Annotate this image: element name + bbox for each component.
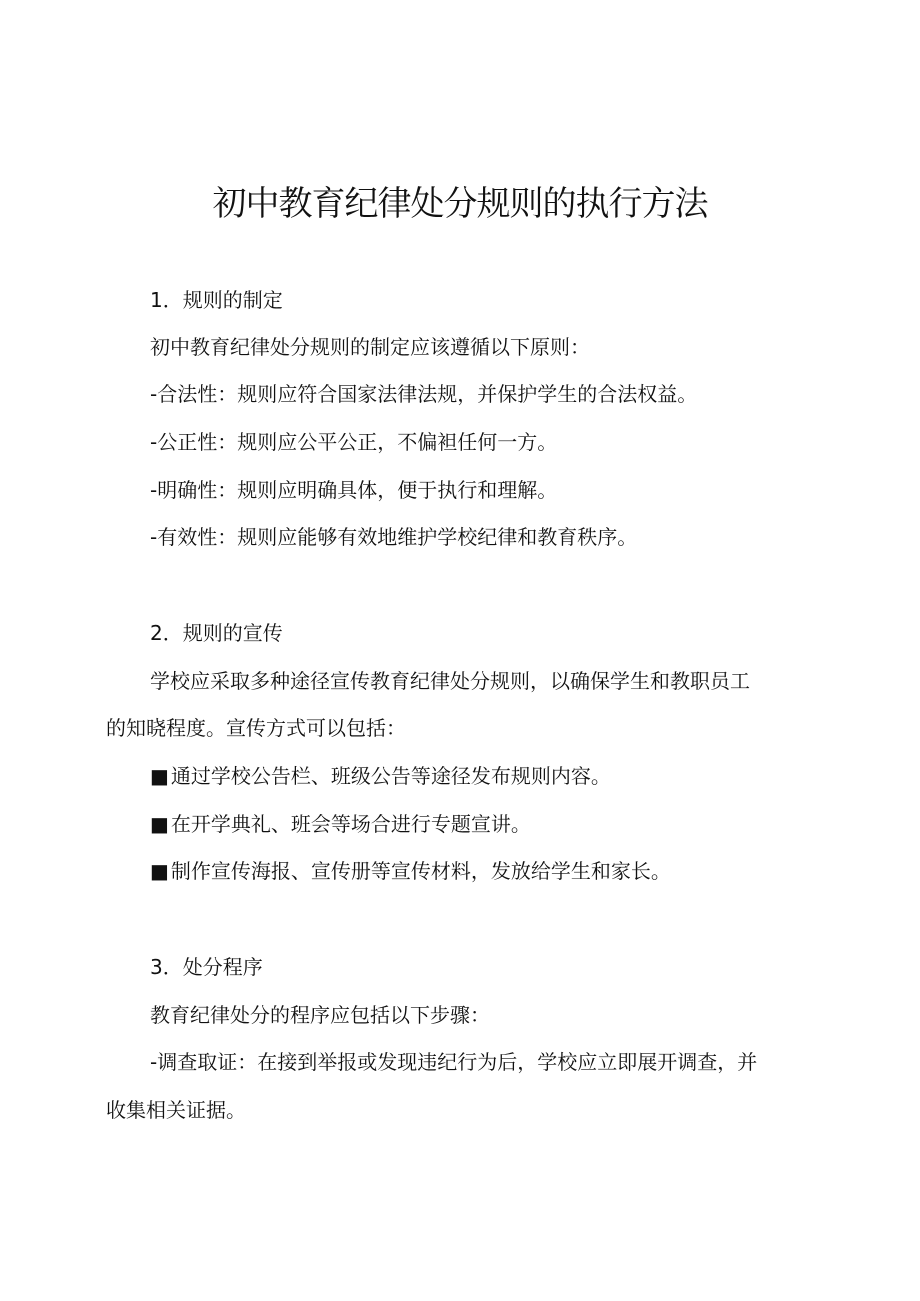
section-2-intro-line-1: 学校应采取多种途径宣传教育纪律处分规则，以确保学生和教职员工 <box>150 669 750 693</box>
square-bullet-icon: ■ <box>150 812 169 836</box>
bullet-item-text: 在开学典礼、班会等场合进行专题宣讲。 <box>170 812 531 836</box>
section-3-intro: 教育纪律处分的程序应包括以下步骤： <box>150 1003 490 1027</box>
section-2-heading: 2．规则的宣传 <box>150 621 283 645</box>
section-2-bullet-item <box>150 857 671 885</box>
section-3-item-line-1: -调查取证：在接到举报或发现违纪行为后，学校应立即展开调查，并 <box>150 1050 758 1074</box>
section-1-item: -有效性：规则应能够有效地维护学校纪律和教育秩序。 <box>150 525 638 549</box>
section-3-item-line-2: 收集相关证据。 <box>106 1098 246 1122</box>
bullet-item-text: 通过学校公告栏、班级公告等途径发布规则内容。 <box>170 764 611 788</box>
section-1-item: -明确性：规则应明确具体，便于执行和理解。 <box>150 478 558 502</box>
section-3-heading: 3．处分程序 <box>150 955 263 979</box>
section-2-bullet-item <box>150 810 531 838</box>
bullet-item-text: 制作宣传海报、宣传册等宣传材料，发放给学生和家长。 <box>170 859 671 883</box>
section-1-intro: 初中教育纪律处分规则的制定应该遵循以下原则： <box>150 335 590 359</box>
section-1-heading: 1．规则的制定 <box>150 288 283 312</box>
square-bullet-icon: ■ <box>150 764 169 788</box>
section-2-intro-line-2: 的知晓程度。宣传方式可以包括： <box>106 716 406 740</box>
square-bullet-icon: ■ <box>150 859 169 883</box>
section-1-item: -合法性：规则应符合国家法律法规，并保护学生的合法权益。 <box>150 382 698 406</box>
section-1-item: -公正性：规则应公平公正，不偏袒任何一方。 <box>150 430 558 454</box>
document-title: 初中教育纪律处分规则的执行方法 <box>212 184 708 224</box>
section-2-bullet-item <box>150 762 611 790</box>
